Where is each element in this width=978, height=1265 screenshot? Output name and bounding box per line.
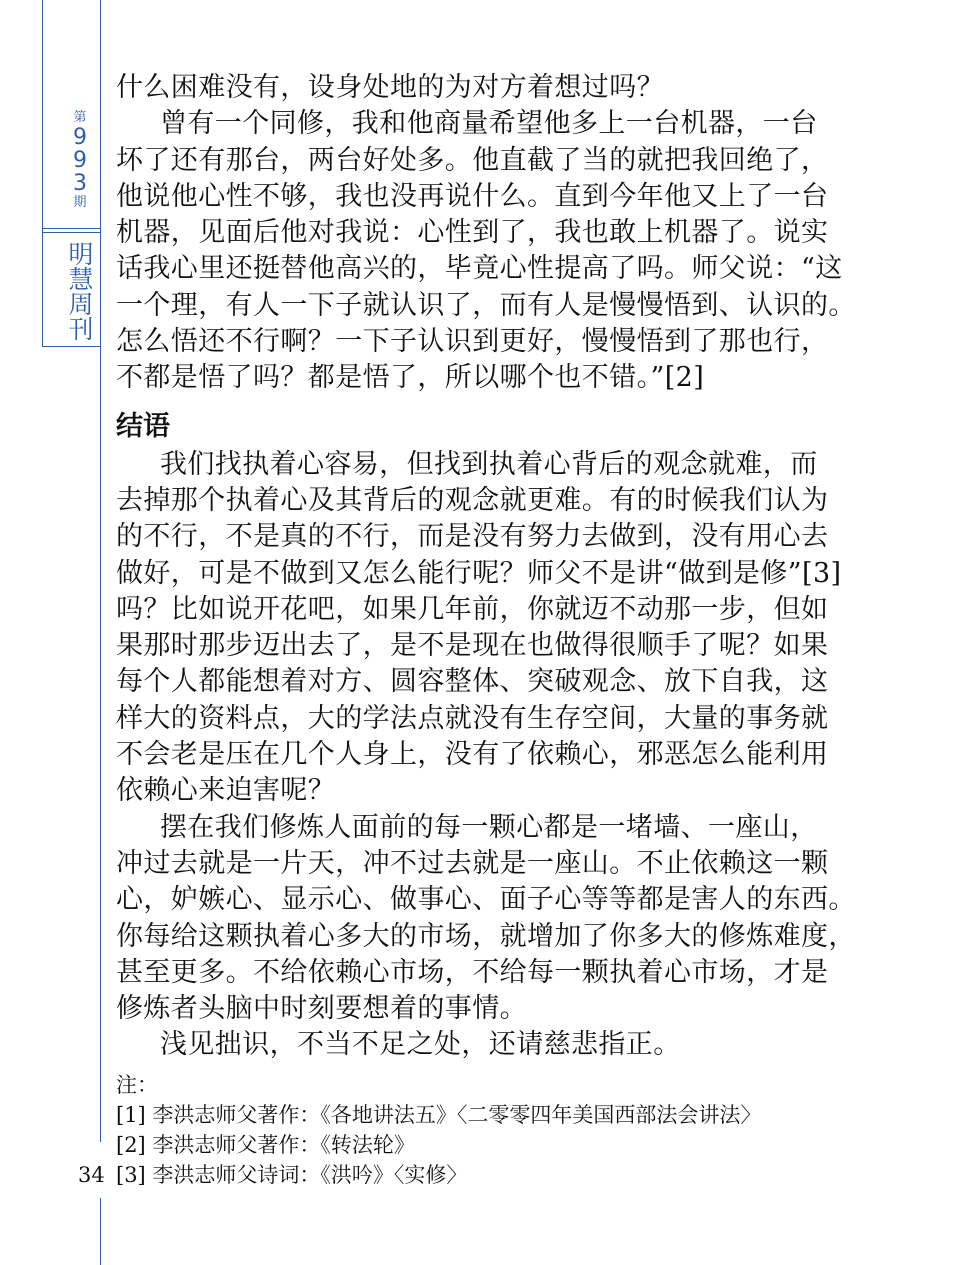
text-line: 去掉那个执着心及其背后的观念就更难。有的时候我们认为	[116, 484, 829, 516]
text-line: 甚至更多。不给依赖心市场，不给每一颗执着心市场，才是	[116, 956, 829, 988]
text-line: 不都是悟了吗？都是悟了，所以哪个也不错。”[2]	[116, 362, 705, 394]
paragraph-4	[116, 810, 864, 1028]
text-line: 你每给这颗执着心多大的市场，就增加了你多大的修炼难度，	[116, 920, 856, 952]
text-line: 样大的资料点，大的学法点就没有生存空间，大量的事务就	[116, 702, 829, 734]
text-line: 话我心里还挺替他高兴的，毕竟心性提高了吗。师父说：“这	[116, 253, 843, 285]
issue-digit: 9	[73, 148, 87, 173]
text-line: 曾有一个同修，我和他商量希望他多上一台机器，一台	[160, 108, 818, 140]
footnote-item: [3] 李洪志师父诗词：《洪吟》〈实修〉	[116, 1163, 468, 1187]
text-line: 他说他心性不够，我也没再说什么。直到今年他又上了一台	[116, 180, 829, 212]
issue-number	[60, 110, 100, 211]
magazine-title-char: 周	[68, 290, 94, 319]
margin-rule	[100, 0, 101, 1142]
magazine-title-char: 刊	[68, 315, 94, 344]
footnote-item: [1] 李洪志师父著作：《各地讲法五》〈二零零四年美国西部法会讲法〉	[116, 1103, 762, 1127]
text-line: 心，妒嫉心、显示心、做事心、面子心等等都是害人的东西。	[116, 884, 856, 916]
spine-border-line	[42, 0, 43, 346]
footnotes-label: 注：	[116, 1073, 158, 1097]
spine-divider	[42, 346, 100, 347]
paragraph-5	[116, 1027, 864, 1063]
spine-divider	[42, 228, 100, 229]
text-line: 我们找执着心容易，但找到执着心背后的观念就难，而	[160, 448, 818, 480]
text-line: 浅见拙识，不当不足之处，还请慈悲指正。	[160, 1029, 681, 1061]
text-line: 修炼者头脑中时刻要想着的事情。	[116, 993, 527, 1025]
margin-rule	[100, 1198, 101, 1265]
magazine-title-char: 慧	[68, 265, 94, 294]
page-number: 34	[78, 1163, 105, 1187]
text-line: 冲过去就是一片天，冲不过去就是一座山。不止依赖这一颗	[116, 847, 829, 879]
text-line: 的不行，不是真的不行，而是没有努力去做到，没有用心去	[116, 521, 829, 553]
issue-prefix: 第	[73, 110, 87, 125]
issue-digit: 3	[73, 171, 87, 196]
article-body	[116, 70, 864, 1064]
footnote-item: [2] 李洪志师父著作：《转法轮》	[116, 1133, 415, 1157]
text-line: 不会老是压在几个人身上，没有了依赖心，邪恶怎么能利用	[116, 739, 829, 771]
text-line: 每个人都能想着对方、圆容整体、突破观念、放下自我，这	[116, 666, 829, 698]
text-line: 怎么悟还不行啊？一下子认识到更好，慢慢悟到了那也行，	[116, 326, 829, 358]
spine-divider	[42, 232, 100, 233]
text-line: 做好，可是不做到又怎么能行呢？师父不是讲“做到是修”[3]	[116, 557, 842, 589]
text-line: 什么困难没有，设身处地的为对方着想过吗？	[116, 72, 664, 103]
section-heading: 结语	[116, 410, 170, 442]
magazine-title	[62, 242, 100, 342]
paragraph-3	[116, 447, 864, 810]
text-line: 坏了还有那台，两台好处多。他直截了当的就把我回绝了，	[116, 144, 829, 176]
paragraph-2	[116, 106, 864, 396]
text-line: 一个理，有人一下子就认识了，而有人是慢慢悟到、认识的。	[116, 289, 856, 321]
text-line: 依赖心来迫害呢？	[116, 775, 336, 807]
issue-digit: 9	[73, 125, 87, 150]
text-line: 吗？比如说开花吧，如果几年前，你就迈不动那一步，但如	[116, 593, 829, 625]
footnotes	[116, 1070, 876, 1190]
text-line: 机器，见面后他对我说：心性到了，我也敢上机器了。说实	[116, 217, 829, 249]
issue-suffix: 期	[73, 195, 87, 210]
paragraph-1	[116, 70, 864, 106]
magazine-title-char: 明	[68, 240, 94, 269]
text-line: 摆在我们修炼人面前的每一颗心都是一堵墙、一座山，	[160, 811, 818, 843]
text-line: 果那时那步迈出去了，是不是现在也做得很顺手了呢？如果	[116, 630, 829, 662]
